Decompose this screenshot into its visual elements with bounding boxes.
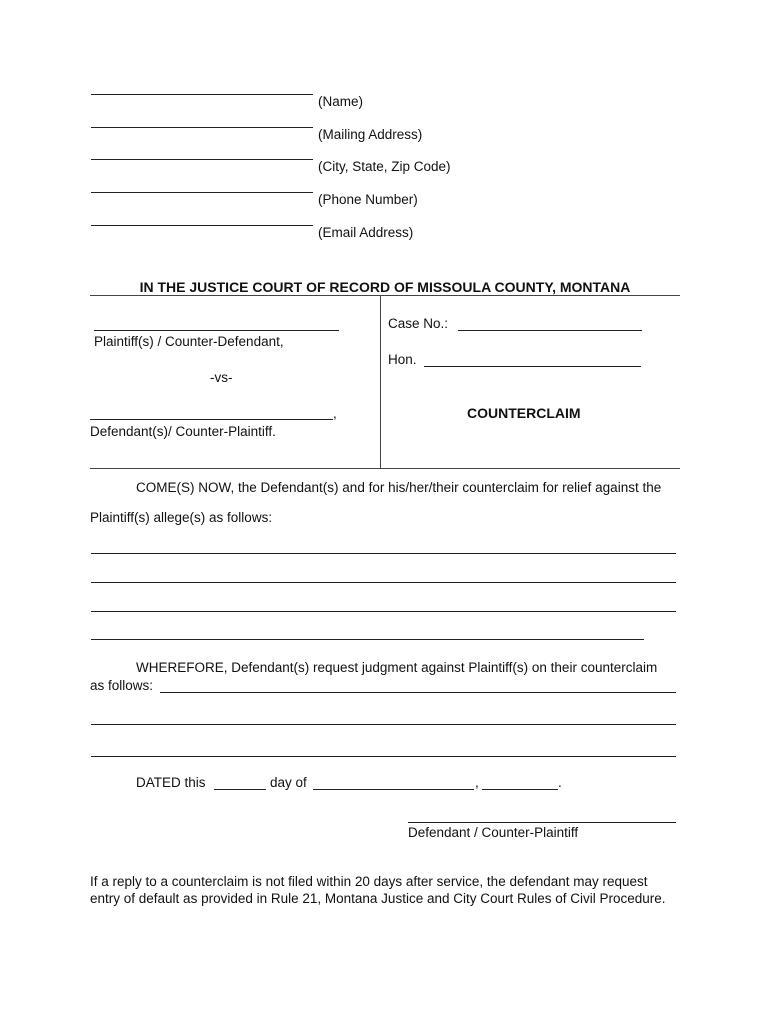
judge-name-field[interactable] xyxy=(424,366,641,367)
city-state-zip-label: (City, State, Zip Code) xyxy=(318,159,451,174)
allegations-line-1[interactable] xyxy=(91,553,676,554)
signature-label: Defendant / Counter-Plaintiff xyxy=(408,825,579,840)
allegations-line-3[interactable] xyxy=(91,611,676,612)
wherefore-text-line1: WHEREFORE, Defendant(s) request judgment against Plaintiff(s) on their counterclaim xyxy=(136,660,658,675)
defendant-field[interactable] xyxy=(90,419,333,420)
relief-line-3[interactable] xyxy=(91,756,676,757)
intro-text-line1: COME(S) NOW, the Defendant(s) and for his/her/their counterclaim for relief against the xyxy=(136,480,662,495)
court-title: IN THE JUSTICE COURT OF RECORD OF MISSOULA COUNTY, MONTANA xyxy=(139,279,631,295)
dated-period: . xyxy=(558,775,562,790)
dated-month-field[interactable] xyxy=(313,789,474,790)
phone-number-field[interactable] xyxy=(91,192,313,193)
relief-line-2[interactable] xyxy=(91,724,676,725)
mailing-address-field[interactable] xyxy=(91,127,313,128)
default-notice: If a reply to a counterclaim is not filed within 20 days after service, the defendant may request entry of default as provided in Rule 21, Montana Justice and City Court Rules of Civil Procedure. xyxy=(90,874,666,906)
dated-prefix: DATED this xyxy=(136,775,206,790)
signature-field[interactable] xyxy=(408,822,676,823)
honorable-label: Hon. xyxy=(388,352,417,367)
wherefore-text-line2: as follows: xyxy=(90,678,154,693)
plaintiff-label: Plaintiff(s) / Counter-Defendant, xyxy=(94,334,284,349)
city-state-zip-field[interactable] xyxy=(91,159,313,160)
dated-comma: , xyxy=(475,775,479,790)
allegations-line-2[interactable] xyxy=(91,582,676,583)
defendant-label: Defendant(s)/ Counter-Plaintiff. xyxy=(90,424,276,439)
caption-divider xyxy=(380,295,381,468)
versus-label: -vs- xyxy=(210,370,233,385)
caption-bottom-rule xyxy=(90,468,680,469)
plaintiff-field[interactable] xyxy=(94,330,339,331)
intro-text-line2: Plaintiff(s) allege(s) as follows: xyxy=(90,510,273,525)
case-number-field[interactable] xyxy=(458,330,642,331)
title-rule xyxy=(90,295,680,296)
dated-day-of: day of xyxy=(270,775,307,790)
mailing-address-label: (Mailing Address) xyxy=(318,127,423,142)
allegations-line-4[interactable] xyxy=(91,639,644,640)
name-field[interactable] xyxy=(91,94,313,95)
document-title: COUNTERCLAIM xyxy=(467,405,581,421)
name-label: (Name) xyxy=(318,94,364,109)
case-number-label: Case No.: xyxy=(388,316,449,331)
defendant-comma: , xyxy=(333,406,337,421)
dated-day-field[interactable] xyxy=(214,789,266,790)
email-address-field[interactable] xyxy=(91,225,313,226)
email-address-label: (Email Address) xyxy=(318,225,414,240)
relief-line-1[interactable] xyxy=(160,692,676,693)
phone-number-label: (Phone Number) xyxy=(318,192,418,207)
dated-year-field[interactable] xyxy=(482,789,558,790)
